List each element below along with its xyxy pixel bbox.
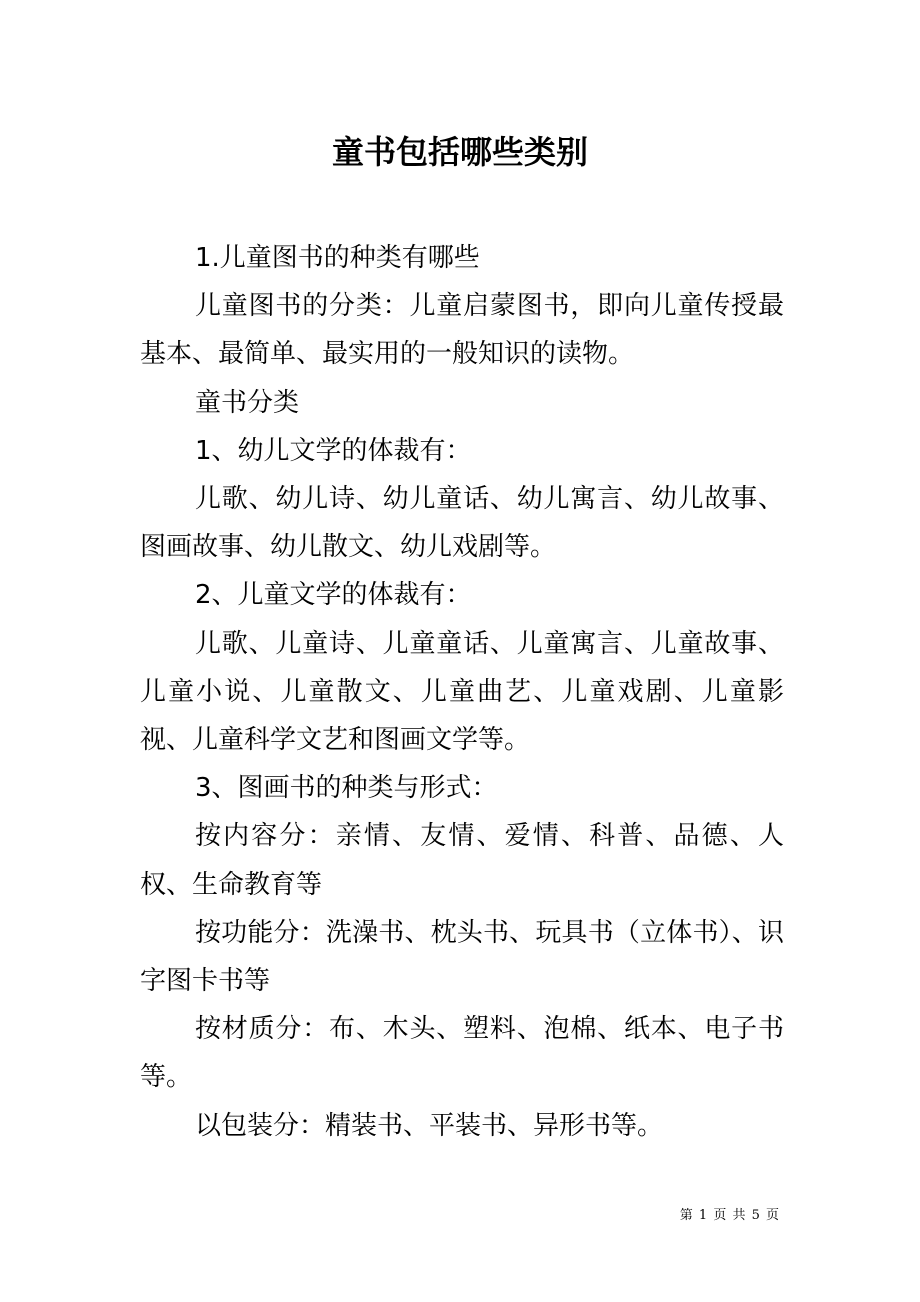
paragraph: 儿童图书的分类：儿童启蒙图书，即向儿童传授最基本、最简单、最实用的一般知识的读物。 <box>140 291 784 370</box>
paragraph: 2、儿童文学的体裁有： <box>195 580 472 611</box>
paragraph: 3、图画书的种类与形式： <box>195 773 498 804</box>
paragraph: 儿歌、幼儿诗、幼儿童话、幼儿寓言、幼儿故事、图画故事、幼儿散文、幼儿戏剧等。 <box>140 484 784 563</box>
paragraph: 按内容分：亲情、友情、爱情、科普、品德、人权、生命教育等 <box>140 821 784 900</box>
document-body <box>140 234 784 1150</box>
paragraph: 1、幼儿文学的体裁有： <box>195 435 472 466</box>
paragraph: 按材质分：布、木头、塑料、泡棉、纸本、电子书等。 <box>140 1014 784 1093</box>
paragraph: 儿歌、儿童诗、儿童童话、儿童寓言、儿童故事、儿童小说、儿童散文、儿童曲艺、儿童戏剧、儿童影视、儿童科学文艺和图画文学等。 <box>140 628 784 756</box>
paragraph: 以包装分：精装书、平装书、异形书等。 <box>195 1110 664 1141</box>
document-title: 童书包括哪些类别 <box>331 133 588 171</box>
page-number: 第 1 页 共 5 页 <box>679 1208 780 1223</box>
paragraph: 按功能分：洗澡书、枕头书、玩具书（立体书）、识字图卡书等 <box>140 917 784 997</box>
paragraph: 童书分类 <box>195 387 300 418</box>
paragraph: 1.儿童图书的种类有哪些 <box>195 243 480 273</box>
